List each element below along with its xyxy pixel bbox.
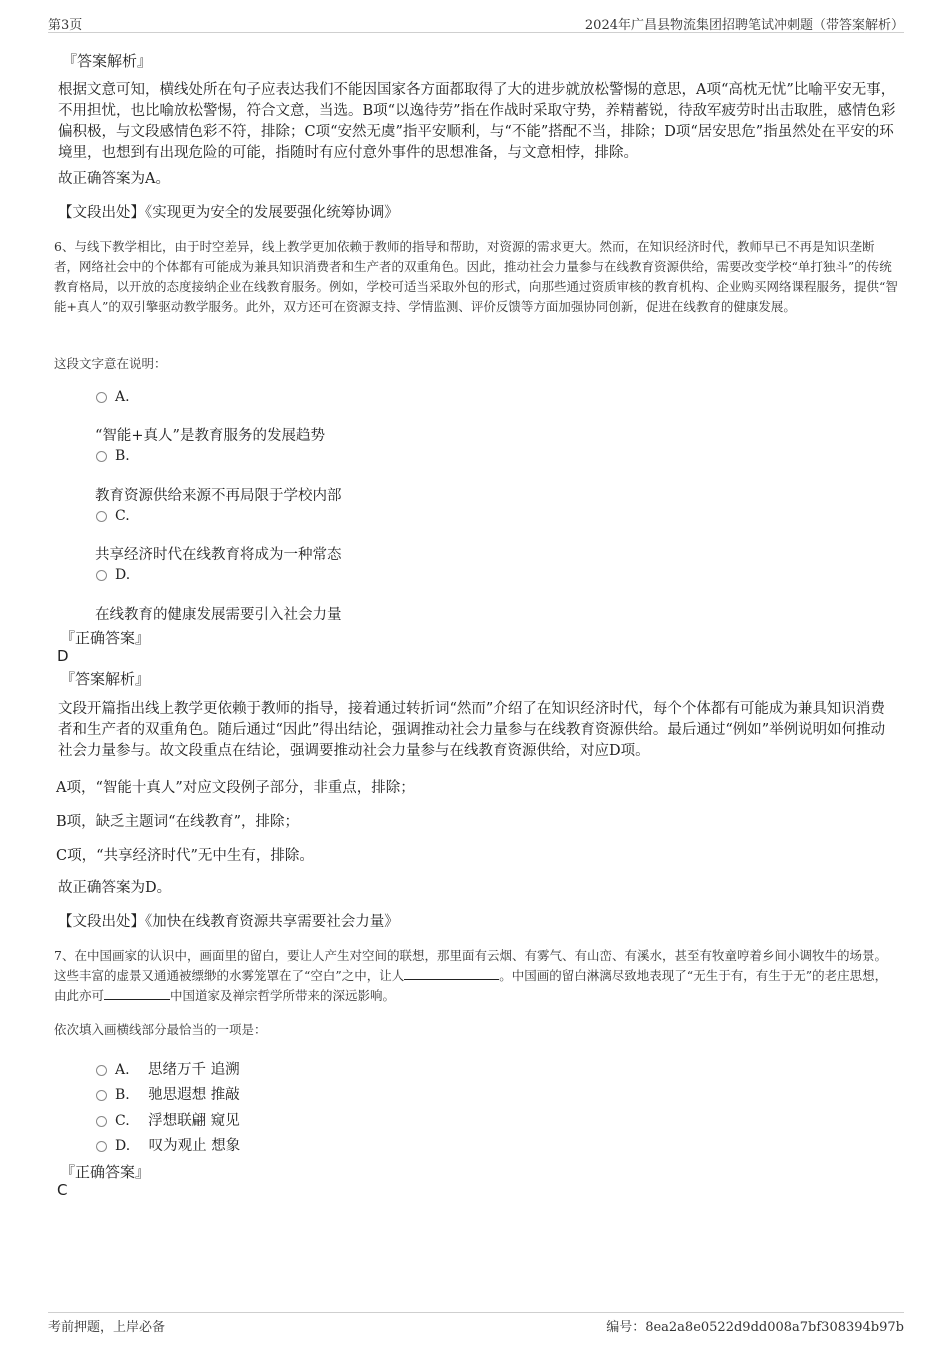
page-number: 第3页 — [48, 18, 83, 33]
q6-analysis-text: 文段开篇指出线上教学更依赖于教师的指导，接着通过转折词“然而”介绍了在知识经济时代，每个个体都有可能成为兼具知识消费者和生产者的双重角色。随后通过“因此”得出结论，强调推动社会力量参与在线教育资源供给。最后通过“例如”举例说明如何推动社会力量参与。故文段重点在结论，强调要推动社会力量参与在线教育资源供给，对应D项。 — [58, 701, 886, 759]
option-letter: A. — [115, 389, 130, 405]
radio-button[interactable] — [96, 1065, 107, 1076]
q5-analysis-label: 『答案解析』 — [62, 52, 153, 70]
q6-elim-b: B项，缺乏主题词“在线教育”，排除； — [56, 814, 299, 830]
q6-stem: 6、与线下教学相比，由于时空差异，线上教学更加依赖于教师的指导和帮助，对资源的需求更大。然而，在知识经济时代，教师早已不再是知识垄断者，网络社会中的个体都有可能成为兼具知识消费者和生产者的双重角色。因此，推动社会力量参与在线教育资源供给，需要改变学校“单打独斗”的传统教育格局，以开放的态度接纳企业在线教育服务。例如，学校可适当采取外包的形式，向那些通过资质审核的教育机构、企业购买网络课程服务，提供“智能+真人”的双引擎驱动教学服务。此外，双方还可在资源支持、学情监测、评价反馈等方面加强协同创新，促进在线教育的健康发展。 — [54, 239, 898, 314]
q6-option-c-text: 共享经济时代在线教育将成为一种常态 — [95, 547, 342, 563]
q6-option-c[interactable] — [96, 508, 130, 524]
q6-option-b-text: 教育资源供给来源不再局限于学校内部 — [95, 488, 342, 504]
blank-line-2 — [104, 987, 170, 1000]
radio-button[interactable] — [96, 392, 107, 403]
q7-stem-part2: 。中国画的留白淋漓尽致地表现了“无生于有，有生于无”的老庄思想，由此亦可 — [54, 968, 888, 1003]
q7-option-a[interactable] — [96, 1058, 240, 1079]
radio-button[interactable] — [96, 451, 107, 462]
radio-button[interactable] — [96, 511, 107, 522]
page-header — [48, 14, 904, 33]
option-letter: A. — [115, 1062, 130, 1078]
option-letter: B. — [115, 448, 130, 464]
q6-option-d-text: 在线教育的健康发展需要引入社会力量 — [95, 607, 342, 623]
page-footer — [48, 1312, 904, 1335]
q7-stem — [54, 946, 899, 1006]
blank-line-1 — [404, 967, 499, 980]
q7-option-b[interactable] — [96, 1083, 240, 1104]
radio-button[interactable] — [96, 1090, 107, 1101]
option-text: 思绪万千 追溯 — [148, 1062, 240, 1078]
q6-source: 【文段出处】《加快在线教育资源共享需要社会力量》 — [58, 914, 399, 930]
q5-analysis-text: 根据文意可知，横线处所在句子应表达我们不能因国家各方面都取得了大的进步就放松警惕的意思，A项“高枕无忧”比喻平安无事，不用担忧，也比喻放松警惕，符合文意，当选。B项“以逸待劳”指在作战时采取守势，养精蓄锐，待敌军疲劳时出击取胜，感情色彩偏积极，与文段感情色彩不符，排除；C项“安然无虞”指平安顺利，与“不能”搭配不当，排除；D项“居安思危”指虽然处在平安的环境里，也想到有出现危险的可能，指随时有应付意外事件的思想准备，与文意相悖，排除。 — [58, 82, 896, 161]
q5-source: 【文段出处】《实现更为安全的发展要强化统筹协调》 — [58, 205, 399, 221]
document-id: 编号：8ea2a8e0522d9dd008a7bf308394b97b — [606, 1320, 904, 1335]
q7-option-d[interactable] — [96, 1134, 240, 1155]
option-text: 叹为观止 想象 — [148, 1138, 241, 1154]
q6-prompt: 这段文字意在说明： — [54, 356, 167, 371]
option-text: 浮想联翩 窥见 — [148, 1113, 240, 1129]
option-letter: B. — [115, 1087, 130, 1103]
q7-prompt: 依次填入画横线部分最恰当的一项是： — [54, 1022, 267, 1037]
q7-answer-label: 『正确答案』 — [60, 1163, 151, 1181]
option-letter: C. — [115, 1113, 130, 1129]
option-letter: C. — [115, 508, 130, 524]
q6-option-d[interactable] — [96, 567, 130, 583]
footer-slogan: 考前押题，上岸必备 — [48, 1320, 166, 1335]
q6-option-b[interactable] — [96, 448, 130, 464]
q6-answer-label: 『正确答案』 — [60, 629, 151, 647]
q6-conclusion: 故正确答案为D。 — [58, 880, 172, 896]
option-letter: D. — [115, 1138, 131, 1154]
q7-answer: C — [57, 1181, 68, 1199]
q6-option-a-text: “智能+真人”是教育服务的发展趋势 — [95, 428, 325, 444]
radio-button[interactable] — [96, 570, 107, 581]
q6-elim-a: A项，“智能十真人”对应文段例子部分，非重点，排除； — [56, 780, 415, 796]
q6-answer: D — [57, 647, 69, 665]
radio-button[interactable] — [96, 1141, 107, 1152]
q6-analysis-label: 『答案解析』 — [60, 670, 151, 688]
document-title: 2024年广昌县物流集团招聘笔试冲刺题（带答案解析） — [584, 18, 904, 33]
q7-stem-part1: 7、在中国画家的认识中，画面里的留白，要让人产生对空间的联想，那里面有云烟、有雾气、有山峦、有溪水，甚至有牧童哼着乡间小调牧牛的场景。这些丰富的虚景又通通被缥缈的水雾笼罩在了“空白”之中，让人 — [54, 948, 887, 983]
q7-stem-part3: 中国道家及禅宗哲学所带来的深远影响。 — [170, 988, 396, 1003]
radio-button[interactable] — [96, 1116, 107, 1127]
option-letter: D. — [115, 567, 131, 583]
q7-option-c[interactable] — [96, 1109, 240, 1130]
q6-elim-c: C项，“共享经济时代”无中生有，排除。 — [56, 848, 314, 864]
q5-conclusion: 故正确答案为A。 — [58, 171, 170, 187]
option-text: 驰思遐想 推敲 — [148, 1087, 240, 1103]
q6-option-a[interactable] — [96, 389, 130, 405]
